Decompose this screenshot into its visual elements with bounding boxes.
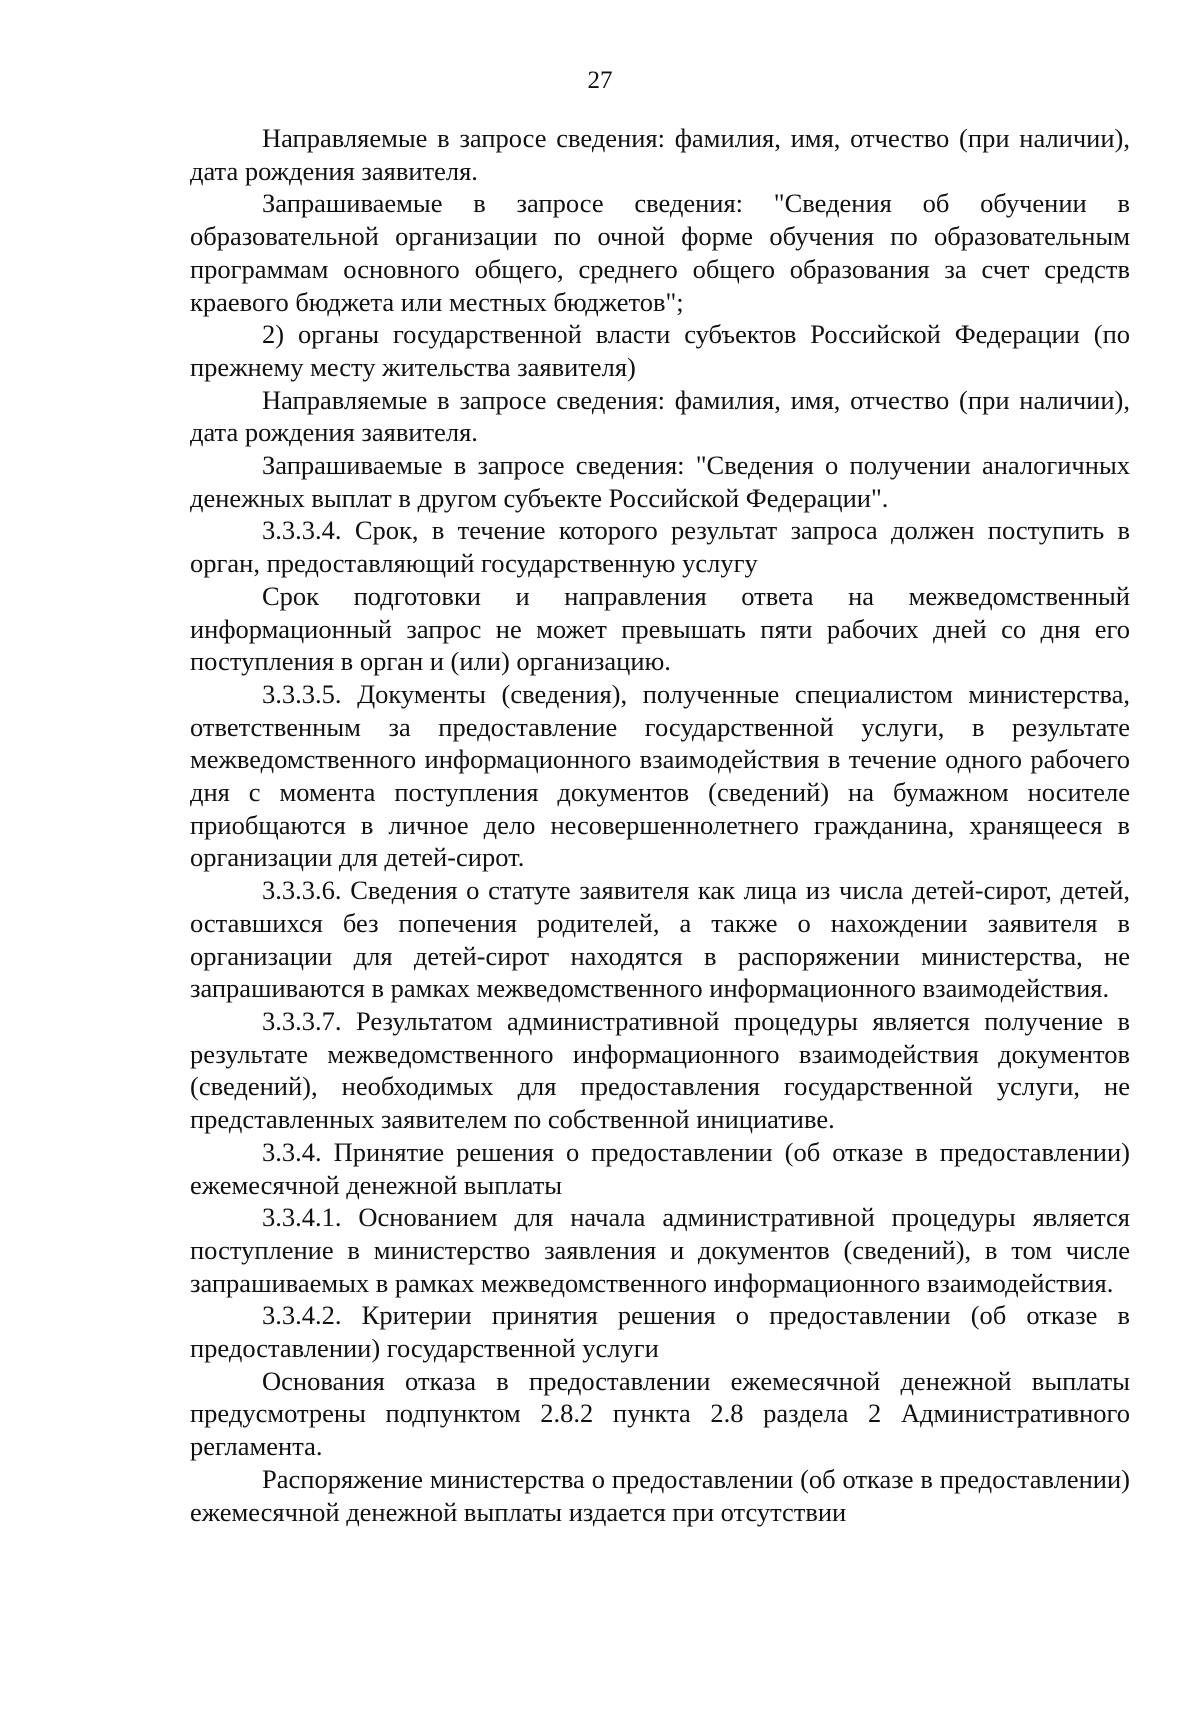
paragraph-requested-data-2: Направляемые в запросе сведения: фамилия, имя, отчество (при наличии), дата рождения заявителя. [190,384,1130,448]
paragraph-queried-data-education: Запрашиваемые в запросе сведения: "Сведения об обучении в образовательной организации по очной форме обучения по образовательным программам основного общего, среднего общего образования за счет средств краевого бюджета или местных бюджетов"; [190,188,1130,317]
paragraph-3-3-4-2: 3.3.4.2. Критерии принятия решения о предоставлении (об отказе в предоставлении) государственной услуги [190,1300,1130,1364]
document-body [190,122,1130,1528]
paragraph-queried-data-payments: Запрашиваемые в запросе сведения: "Сведения о получении аналогичных денежных выплат в другом субъекте Российской Федерации". [190,450,1130,513]
paragraph-3-3-3-7: 3.3.3.7. Результатом административной процедуры является получение в результате межведомственного информационного взаимодействия документов (сведений), необходимых для предоставления государственной услуги, не представленных заявителем по собственной инициативе. [190,1005,1130,1135]
paragraph-3-3-3-5: 3.3.3.5. Документы (сведения), полученные специалистом министерства, ответственным за предоставление государственной услуги, в результате межведомственного информационного взаимодействия в течение одного рабочего дня с момента поступления документов (сведений) на бумажном носителе приобщаются в личное дело несовершеннолетнего гражданина, хранящееся в организации для детей-сирот. [190,678,1130,873]
paragraph-response-deadline: Срок подготовки и направления ответа на межведомственный информационный запрос не может превышать пяти рабочих дней со дня его поступления в орган и (или) организацию. [190,580,1130,677]
paragraph-3-3-3-4: 3.3.3.4. Срок, в течение которого результат запроса должен поступить в орган, предоставляющий государственную услугу [190,515,1130,579]
paragraph-3-3-3-6: 3.3.3.6. Сведения о статуте заявителя как лица из числа детей-сирот, детей, оставшихся без попечения родителей, а также о нахождении заявителя в организации для детей-сирот находятся в распоряжении министерства, не запрашиваются в рамках межведомственного информационного взаимодействия. [190,875,1130,1004]
paragraph-requested-data-1: Направляемые в запросе сведения: фамилия, имя, отчество (при наличии), дата рождения заявителя. [190,123,1130,186]
paragraph-ministry-order: Распоряжение министерства о предоставлении (об отказе в предоставлении) ежемесячной денежной выплаты издается при отсутствии [190,1463,1130,1527]
paragraph-3-3-4: 3.3.4. Принятие решения о предоставлении (об отказе в предоставлении) ежемесячной денежной выплаты [190,1136,1130,1200]
paragraph-state-authorities: 2) органы государственной власти субъектов Российской Федерации (по прежнему месту жительства заявителя) [190,319,1130,382]
paragraph-3-3-4-1: 3.3.4.1. Основанием для начала административной процедуры является поступление в министерство заявления и документов (сведений), в том числе запрашиваемых в рамках межведомственного информационного взаимодействия. [190,1202,1130,1298]
paragraph-refusal-grounds: Основания отказа в предоставлении ежемесячной денежной выплаты предусмотрены подпунктом 2.8.2 пункта 2.8 раздела 2 Административного регламента. [190,1365,1130,1462]
page-number: 27 [587,67,613,94]
